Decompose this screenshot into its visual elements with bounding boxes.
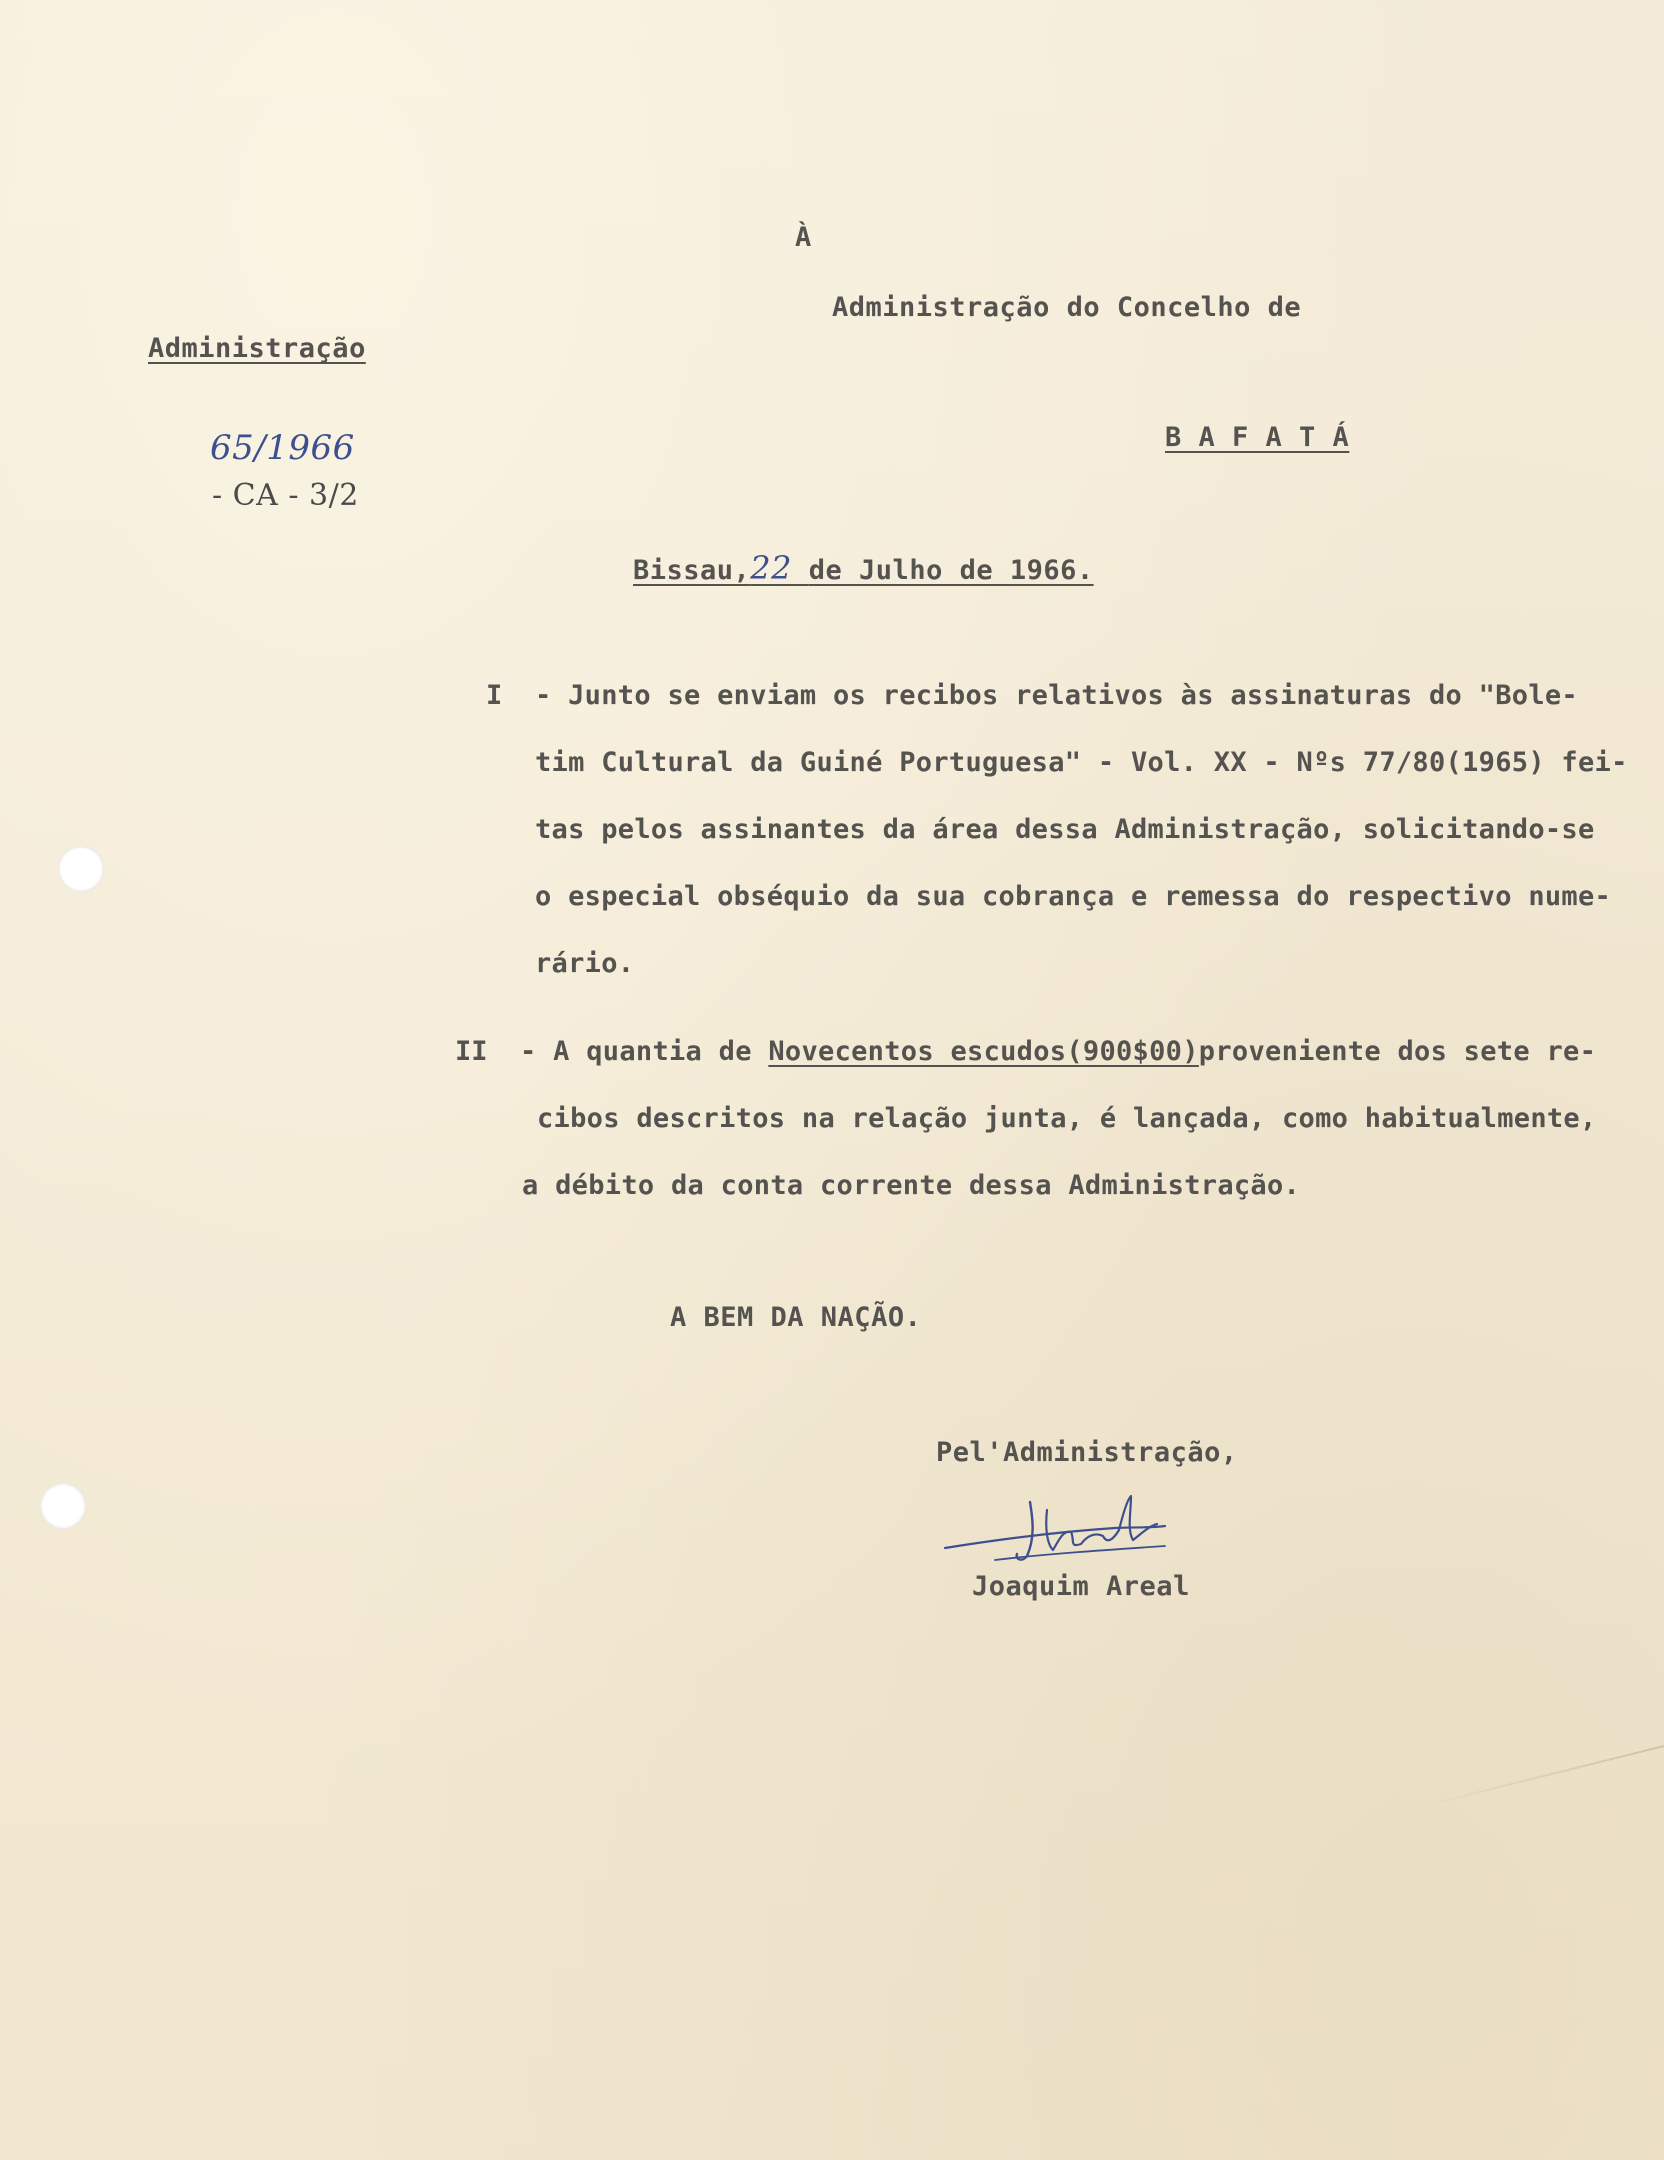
handwritten-signature bbox=[935, 1470, 1235, 1580]
date-rest: de Julho de 1966. bbox=[808, 555, 1094, 586]
paragraph-1-line: tim Cultural da Guiné Portuguesa" - Vol. XX - Nºs 77/80(1965) fei- bbox=[535, 747, 1628, 778]
addressee-line: Administração do Concelho de bbox=[832, 292, 1302, 323]
paragraph-2-first-line bbox=[520, 1036, 1596, 1067]
signatory-name: Joaquim Areal bbox=[972, 1571, 1190, 1602]
paragraph-2-continuation: proveniente dos sete re- bbox=[1198, 1036, 1597, 1067]
paragraph-2-intro: - A quantia de bbox=[520, 1036, 769, 1067]
paragraph-1-line: - Junto se enviam os recibos relativos às assinaturas do "Bole- bbox=[535, 680, 1578, 711]
sender-department: Administração bbox=[148, 333, 366, 364]
date-line bbox=[633, 549, 1094, 587]
signoff: Pel'Administração, bbox=[936, 1437, 1238, 1468]
paragraph-1-number: I bbox=[486, 680, 503, 711]
punch-hole-bottom bbox=[40, 1483, 86, 1529]
reference-number: 65/1966 bbox=[210, 428, 355, 468]
amount-text: Novecentos escudos(900$00) bbox=[768, 1036, 1199, 1067]
addressee-place: B A F A T Á bbox=[1165, 422, 1350, 453]
date-day: 22 bbox=[750, 549, 793, 587]
paragraph-1-line: tas pelos assinantes da área dessa Administração, solicitando-se bbox=[535, 814, 1595, 845]
paragraph-1-line: rário. bbox=[535, 948, 635, 979]
addressee-prefix: À bbox=[795, 222, 812, 253]
paragraph-2-number: II bbox=[455, 1036, 488, 1067]
paper-crease bbox=[1411, 1745, 1664, 1810]
closing-salutation: A BEM DA NAÇÃO. bbox=[670, 1302, 922, 1333]
reference-code: - CA - 3/2 bbox=[212, 478, 359, 513]
paragraph-2-line: a débito da conta corrente dessa Administração. bbox=[522, 1170, 1301, 1201]
punch-hole-top bbox=[58, 846, 104, 892]
paragraph-1-line: o especial obséquio da sua cobrança e remessa do respectivo nume- bbox=[535, 881, 1612, 912]
date-city: Bissau, bbox=[633, 555, 751, 586]
paragraph-2-line: cibos descritos na relação junta, é lançada, como habitualmente, bbox=[537, 1103, 1597, 1134]
